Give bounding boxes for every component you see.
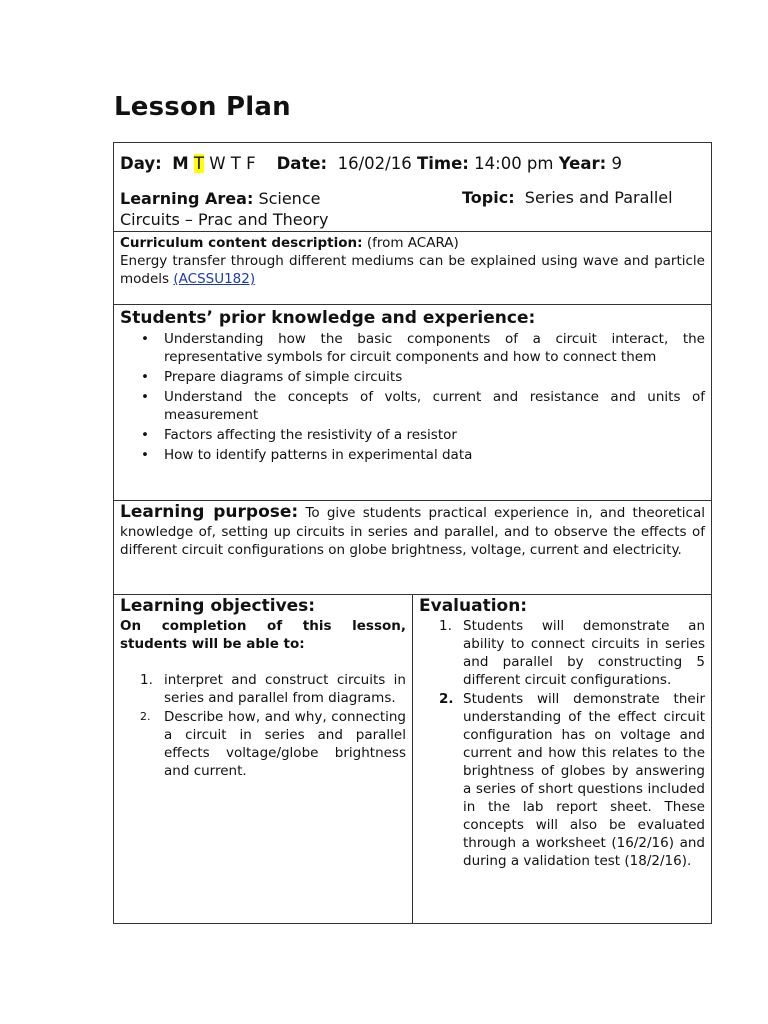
evaluation-list <box>419 617 705 870</box>
topic-label: Topic: <box>462 188 515 207</box>
curriculum-label: Curriculum content description: <box>120 235 363 251</box>
learning-area-value: Science <box>258 189 321 208</box>
objectives-list <box>120 671 406 780</box>
prior-knowledge-row <box>114 305 711 501</box>
prior-knowledge-heading: Students’ prior knowledge and experience: <box>120 308 536 328</box>
day-th: T <box>230 154 241 173</box>
list-item <box>439 617 705 689</box>
day-t-selected: T <box>193 154 204 173</box>
item-number: 2. <box>140 710 151 723</box>
date-label: Date: <box>276 154 328 173</box>
item-number: 2. <box>439 691 454 707</box>
day-date-time-line <box>120 154 622 173</box>
day-m: M <box>172 154 189 173</box>
curriculum-source: (from ACARA) <box>366 235 459 251</box>
learning-objectives-cell <box>114 595 413 923</box>
item-number: 1. <box>140 672 153 688</box>
item-text: Describe how, and why, connecting a circuit in series and parallel effects voltage/globe brightness and current. <box>164 709 406 779</box>
prior-knowledge-list <box>120 330 705 464</box>
evaluation-cell <box>413 595 711 923</box>
year-value: 9 <box>611 154 622 173</box>
topic-line <box>462 188 673 207</box>
date-value: 16/02/16 <box>337 154 412 173</box>
day-f: F <box>246 154 256 173</box>
list-item: • Factors affecting the resistivity of a resistor <box>164 426 705 444</box>
learning-purpose-text: To give students practical experience in, and theoretical knowledge of, setting up circuits in series and parallel, and to observe the effects of different circuit configurations on globe brightness, voltage, current and electricity. <box>120 505 705 558</box>
curriculum-text: Energy transfer through different mediums can be explained using wave and particle models <box>120 253 705 287</box>
learning-objectives-heading: Learning objectives: <box>120 596 316 616</box>
topic-value: Series and Parallel <box>524 188 673 207</box>
learning-area-label: Learning Area: <box>120 189 254 208</box>
evaluation-heading: Evaluation: <box>419 596 528 616</box>
learning-objectives-subheading: On completion of this lesson, students will be able to: <box>120 618 406 652</box>
objectives-evaluation-row <box>114 595 711 923</box>
item-text: Students will demonstrate their understanding of the effect circuit configuration has on voltage and current and how this relates to the brightness of globes by answering a series of short questions included in the lab report sheet. These concepts will also be evaluated through a worksheet (16/2/16) and during a validation test (18/2/16). <box>463 691 705 869</box>
list-item <box>140 671 406 707</box>
topic-continued: Circuits – Prac and Theory <box>120 210 329 229</box>
page-title: Lesson Plan <box>114 92 291 122</box>
time-label: Time: <box>416 154 469 173</box>
list-item <box>439 690 705 870</box>
acara-code-link[interactable]: (ACSSU182) <box>173 271 256 287</box>
list-item: • Prepare diagrams of simple circuits <box>164 368 705 386</box>
item-text: interpret and construct circuits in series and parallel from diagrams. <box>164 672 406 706</box>
list-item <box>140 708 406 780</box>
lesson-plan-table <box>113 142 712 924</box>
learning-purpose-heading: Learning purpose: <box>120 502 299 522</box>
list-item: • Understanding how the basic components of a circuit interact, the representative symbols for circuit components and how to connect them <box>164 330 705 366</box>
list-item: • How to identify patterns in experimental data <box>164 446 705 464</box>
time-value: 14:00 pm <box>474 154 554 173</box>
list-item: • Understand the concepts of volts, current and resistance and units of measurement <box>164 388 705 424</box>
curriculum-row <box>114 232 711 305</box>
item-text: Students will demonstrate an ability to connect circuits in series and parallel by constructing 5 different circuit configurations. <box>463 618 705 688</box>
day-label: Day: <box>120 154 162 173</box>
item-number: 1. <box>439 618 452 634</box>
day-w: W <box>209 154 226 173</box>
year-label: Year: <box>558 154 607 173</box>
curriculum-description <box>120 252 705 288</box>
lesson-details-row <box>114 143 711 232</box>
learning-purpose-row <box>114 501 711 595</box>
